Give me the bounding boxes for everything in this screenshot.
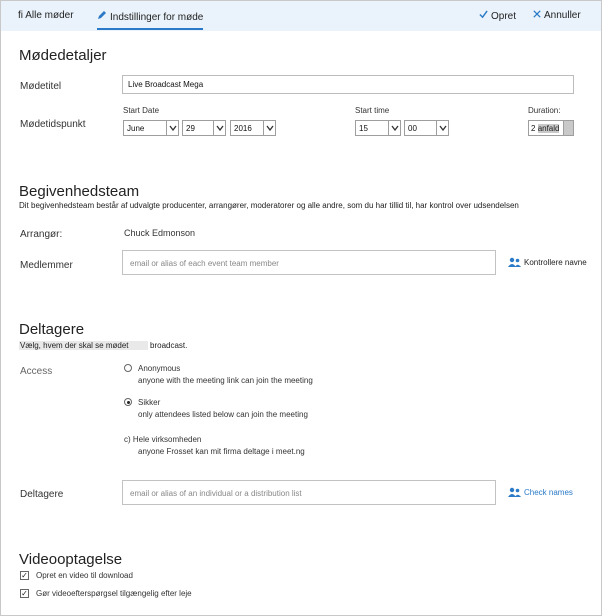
all-meetings-link[interactable] xyxy=(18,10,74,21)
chevron-down-icon xyxy=(388,121,400,135)
check-names-team-button[interactable] xyxy=(508,257,587,267)
month-select[interactable] xyxy=(123,120,179,136)
access-anonymous-radio[interactable] xyxy=(124,364,132,372)
chevron-down-icon xyxy=(166,121,178,135)
close-icon xyxy=(533,10,541,21)
day-select[interactable] xyxy=(182,120,226,136)
access-label: Access xyxy=(20,366,53,377)
access-company-desc: anyone Frosset kan mit firma deltage i meet.ng xyxy=(138,447,305,456)
chevron-down-icon xyxy=(263,121,275,135)
all-meetings-label: fi Alle møder xyxy=(18,10,74,21)
minute-value: 00 xyxy=(408,124,417,133)
access-anonymous-desc: anyone with the meeting link can join the meeting xyxy=(138,376,313,385)
cancel-button[interactable] xyxy=(533,10,581,21)
chevron-down-icon xyxy=(213,121,225,135)
meeting-title-input[interactable]: Live Broadcast Mega xyxy=(122,75,574,94)
start-time-label: Start time xyxy=(355,106,390,115)
hour-select[interactable] xyxy=(355,120,401,136)
attendees-input[interactable]: email or alias of an individual or a distribution list xyxy=(122,480,496,505)
check-names-team-label: Kontrollere navne xyxy=(524,257,587,267)
year-select[interactable] xyxy=(230,120,276,136)
checkmark-icon xyxy=(479,10,488,22)
cancel-label: Annuller xyxy=(544,10,581,21)
organizer-label: Arrangør: xyxy=(20,229,63,240)
event-team-description: Dit begivenhedsteam består af udvalgte producenter, arrangører, moderatorer og alle andre, som du har tillid til, har kontrol over udsendelsen xyxy=(19,201,519,210)
meeting-settings-label: Indstillinger for møde xyxy=(110,12,204,23)
check-names-attendees-button[interactable] xyxy=(508,487,573,497)
duration-unit: anfald xyxy=(537,124,560,133)
download-video-checkbox[interactable]: ✓ xyxy=(21,571,28,580)
meeting-title-label: Mødetitel xyxy=(20,81,62,92)
access-secure-radio[interactable] xyxy=(124,398,132,406)
people-icon xyxy=(508,487,521,497)
people-icon xyxy=(508,257,521,267)
day-value: 29 xyxy=(186,124,195,133)
duration-stepper[interactable] xyxy=(528,120,574,136)
year-value: 2016 xyxy=(234,124,252,133)
attendees-field-label: Deltagere xyxy=(20,489,64,500)
access-secure-title: Sikker xyxy=(138,398,161,407)
access-secure-desc: only attendees listed below can join the meeting xyxy=(138,410,308,419)
month-value: June xyxy=(127,124,145,133)
duration-number: 2 xyxy=(531,124,536,133)
access-company-option[interactable]: c) Hele virksomheden xyxy=(124,435,202,444)
top-navigation-bar xyxy=(1,1,601,31)
video-recording-heading: Videooptagelse xyxy=(19,551,123,568)
video-on-demand-checkbox[interactable]: ✓ xyxy=(21,589,28,598)
create-label: Opret xyxy=(491,11,517,22)
duration-label: Duration: xyxy=(528,106,561,115)
check-names-attendees-label: Check names xyxy=(524,487,573,497)
attendees-heading: Deltagere xyxy=(19,321,85,338)
stepper-button[interactable] xyxy=(563,121,573,135)
download-video-label: Opret en video til download xyxy=(36,571,133,580)
video-on-demand-label: Gør videoefterspørgsel tilgængelig efter leje xyxy=(36,589,192,598)
organizer-value: Chuck Edmonson xyxy=(124,228,196,238)
start-date-label: Start Date xyxy=(123,106,160,115)
minute-select[interactable] xyxy=(404,120,449,136)
attendees-subtitle-part2: broadcast. xyxy=(150,341,188,350)
members-input[interactable]: email or alias of each event team member xyxy=(122,250,496,275)
meeting-details-heading: Mødedetaljer xyxy=(19,47,107,64)
access-anonymous-title: Anonymous xyxy=(138,364,181,373)
hour-value: 15 xyxy=(359,124,368,133)
pencil-icon xyxy=(97,10,107,23)
tab-meeting-settings[interactable] xyxy=(97,10,203,30)
members-label: Medlemmer xyxy=(20,260,73,271)
chevron-down-icon xyxy=(436,121,448,135)
event-team-heading: Begivenhedsteam xyxy=(19,183,140,200)
attendees-subtitle-part1: Vælg, hvem der skal se mødet xyxy=(19,341,148,350)
meeting-time-label: Mødetidspunkt xyxy=(20,119,86,130)
create-button[interactable] xyxy=(479,10,516,22)
